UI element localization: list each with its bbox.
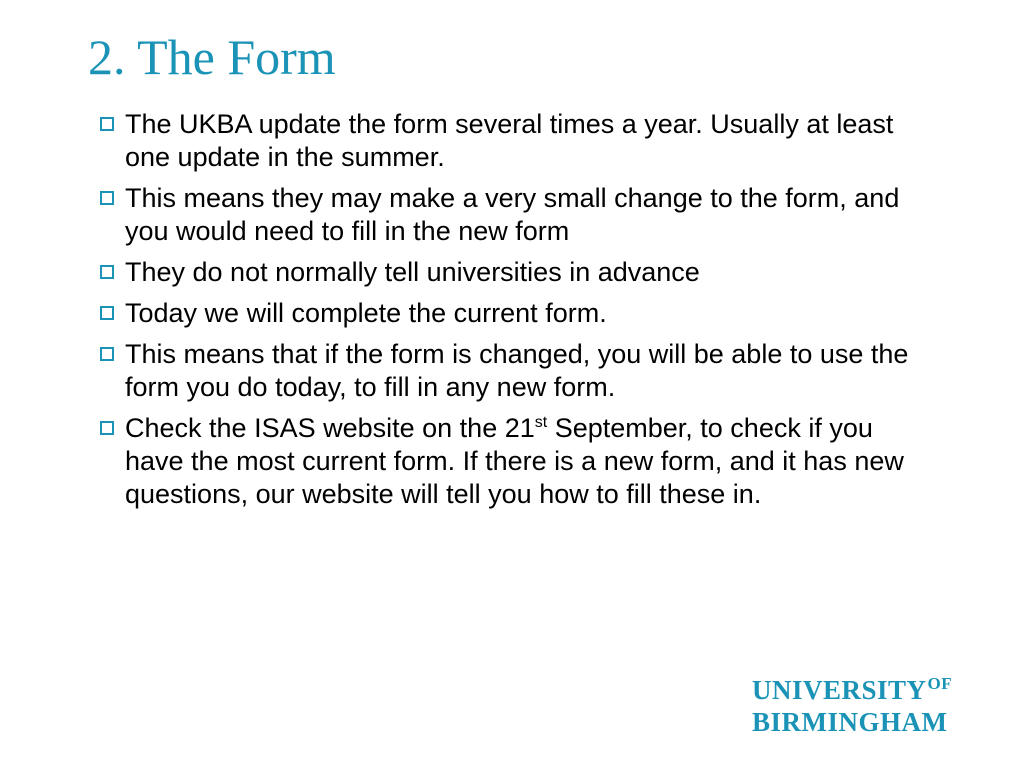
bullet-text-before: Check the ISAS website on the 21 — [125, 413, 535, 443]
logo-birmingham-text: BIRMINGHAM — [752, 707, 948, 737]
slide-title: 2. The Form — [88, 29, 336, 85]
hollow-square-bullet-icon — [100, 117, 114, 131]
bullet-item — [100, 412, 930, 511]
bullet-item — [100, 108, 930, 174]
bullet-text: They do not normally tell universities in advance — [125, 257, 700, 287]
bullet-text: Today we will complete the current form. — [125, 298, 607, 328]
hollow-square-bullet-icon — [100, 306, 114, 320]
hollow-square-bullet-icon — [100, 347, 114, 361]
bullet-item — [100, 182, 930, 248]
bullet-item — [100, 256, 930, 289]
bullet-text: This means they may make a very small change to the form, and you would need to fill in the new form — [125, 183, 900, 246]
hollow-square-bullet-icon — [100, 265, 114, 279]
bullet-list — [100, 108, 930, 519]
logo-university-text: UNIVERSITY — [752, 675, 927, 705]
ordinal-superscript: st — [534, 414, 548, 431]
logo-line-1 — [752, 668, 952, 706]
logo-of-text: OF — [927, 674, 953, 693]
bullet-item — [100, 297, 930, 330]
bullet-text-after: September, to check if you have the most current form. If there is a new form, and it has new questions, our website will tell you how to fill these in. — [125, 413, 904, 509]
university-logo — [752, 668, 952, 738]
hollow-square-bullet-icon — [100, 191, 114, 205]
bullet-text: This means that if the form is changed, you will be able to use the form you do today, to fill in any new form. — [125, 339, 909, 402]
bullet-item — [100, 338, 930, 404]
bullet-text: The UKBA update the form several times a year. Usually at least one update in the summer. — [125, 109, 894, 172]
hollow-square-bullet-icon — [100, 421, 114, 435]
